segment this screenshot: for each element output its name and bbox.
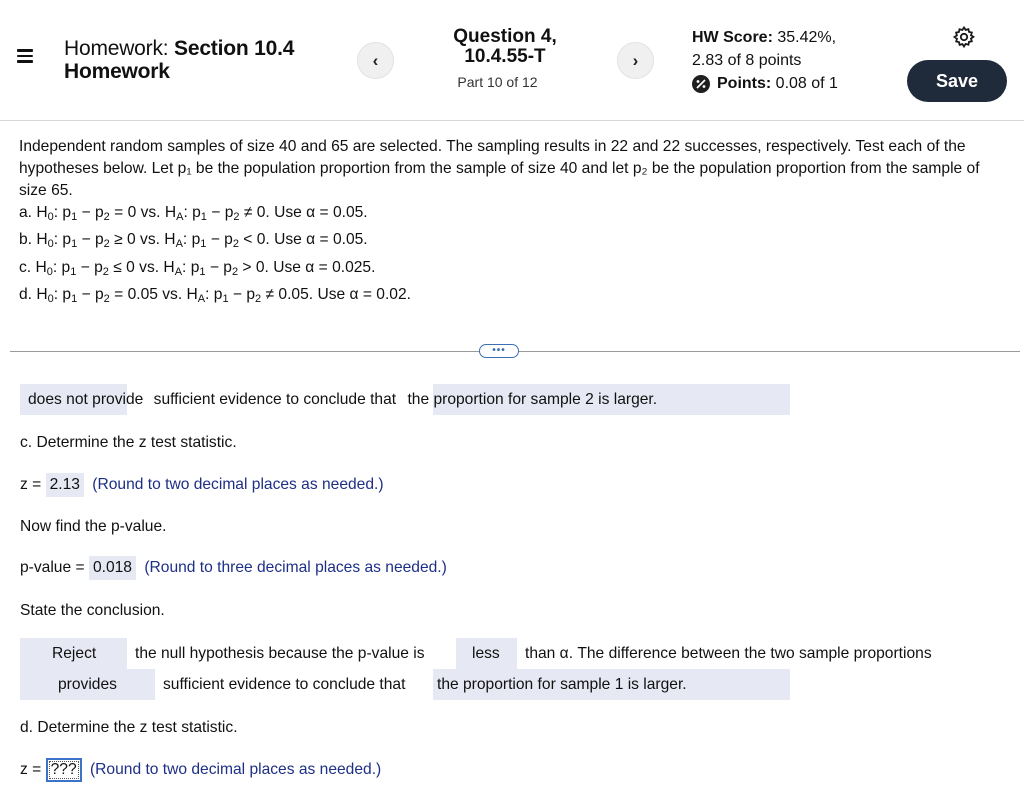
score-panel [692, 26, 838, 95]
problem-statement: Independent random samples of size 40 and 65 are selected. The sampling results in 22 and 22 successes, respectively. Test each of the hypotheses below. Let p₁ be the population proportion from the sample of size 40 and let p₂ be the population proportion from the sample of size 65. [19, 138, 980, 199]
question-part: Part 10 of 12 [457, 74, 538, 90]
part-c-prompt: c. Determine the z test statistic. [20, 434, 237, 451]
hypothesis-d: d. $H_0$: $p_1 - p_2 = 0.05$ vs. $H_A$: $p_1 - p_2 \ne 0.05$. Use α = 0.02. [19, 286, 411, 305]
comparison-dropdown[interactable]: less [472, 645, 500, 662]
z-answer-input[interactable]: ??? [46, 758, 82, 782]
z-answer-field[interactable]: 2.13 [46, 473, 84, 497]
pvalue-prompt: Now find the p-value. [20, 518, 167, 535]
previous-question-button[interactable] [357, 42, 394, 79]
z-label: z = [20, 761, 42, 778]
hw-score-value: 35.42%, [777, 29, 837, 46]
reject-dropdown[interactable]: Reject [52, 645, 97, 662]
points-value: 0.08 of 1 [775, 75, 838, 92]
conclusion-text: the null hypothesis because the p-value is [135, 645, 425, 662]
part-d-prompt: d. Determine the z test statistic. [20, 719, 238, 736]
part-d-z-row [20, 758, 381, 782]
chevron-left-icon: ‹ [372, 50, 379, 70]
question-id: 10.4.55-T [464, 46, 546, 67]
partial-credit-icon [692, 75, 710, 93]
pvalue-answer-field[interactable]: 0.018 [89, 556, 136, 580]
z-label: z = [20, 476, 42, 493]
points-label: Points: [717, 75, 772, 92]
homework-title [64, 37, 294, 83]
question-number: Question 4, [453, 26, 557, 47]
evidence-answer-dropdown[interactable]: does not provide [28, 391, 144, 408]
more-icon[interactable]: ••• [479, 344, 519, 358]
hypothesis-c: c. $H_0$: $p_1 - p_2 \le 0$ vs. $H_A$: $p_1 - p_2 > 0$. Use α = 0.025. [19, 259, 376, 278]
menu-icon[interactable] [14, 46, 36, 68]
claim-answer-dropdown[interactable]: the proportion for sample 1 is larger. [437, 676, 687, 693]
pvalue-label: p-value = [20, 559, 85, 576]
provides-dropdown[interactable]: provides [58, 676, 117, 693]
homework-prefix: Homework: [64, 37, 169, 60]
save-button[interactable]: Save [907, 60, 1007, 102]
homework-section: Section 10.4 [174, 37, 295, 60]
hypothesis-b: b. $H_0$: $p_1 - p_2 \ge 0$ vs. $H_A$: $p_1 - p_2 < 0$. Use α = 0.05. [19, 231, 368, 250]
rounding-hint: (Round to two decimal places as needed.) [92, 476, 384, 493]
conclusion-text: sufficient evidence to conclude that [153, 391, 397, 408]
hw-points: 2.83 of 8 points [692, 52, 802, 69]
pvalue-row [20, 556, 447, 580]
hw-score-label: HW Score: [692, 29, 773, 46]
homework-section-2: Homework [64, 60, 170, 83]
rounding-hint: (Round to two decimal places as needed.) [89, 761, 382, 778]
previous-conclusion [28, 391, 657, 409]
conclusion-prompt: State the conclusion. [20, 602, 165, 619]
part-c-z-row [20, 473, 384, 497]
question-title [420, 27, 590, 67]
conclusion-text: than α. The difference between the two sample proportions [525, 645, 932, 662]
gear-icon[interactable] [952, 25, 976, 49]
rounding-hint: (Round to three decimal places as needed.) [144, 559, 447, 576]
chevron-right-icon: › [632, 50, 639, 70]
hypothesis-a: a. $H_0$: $p_1 - p_2 = 0$ vs. $H_A$: $p_1 - p_2 \ne 0$. Use α = 0.05. [19, 204, 368, 223]
claim-answer-dropdown[interactable]: the proportion for sample 2 is larger. [407, 391, 658, 408]
next-question-button[interactable] [617, 42, 654, 79]
header-bar [0, 0, 1024, 121]
conclusion-text: sufficient evidence to conclude that [163, 676, 406, 693]
